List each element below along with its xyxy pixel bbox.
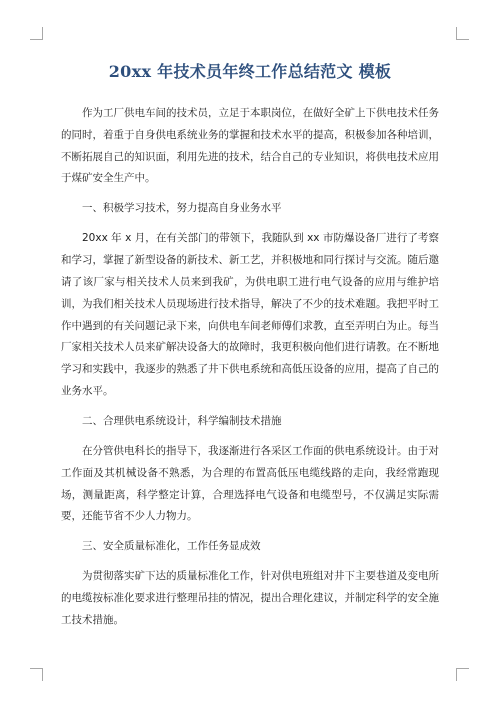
crop-mark-bottom-left — [30, 668, 43, 681]
crop-mark-bottom-right — [456, 668, 469, 681]
section-heading-2: 二、合理供电系统设计，科学编制技术措施 — [82, 414, 282, 427]
document-title: 20xx 年技术员年终工作总结范文 模板 — [108, 62, 392, 81]
section-1-paragraph: 20xx 年 x 月，在有关部门的带领下，我随队到 xx 市防爆设备厂进行了考察和学习，掌握了新型设备的新技术、新工艺，并积极地和同行探讨与交流。随后邀请了该厂家与相关技术人员来到我矿，为供电职工进行电气设备的应用与维护培训，为我们相关技术人员现场进行技术指导，解决了不少的技术难题。我把平时工作中遇到的有关问题记录下来，向供电车间老师傅们求教，直至弄明白为止。每当厂家相关技术人员来矿解决设备大的故障时，我更积极向他们进行请教。在不断地学习和实践中，我逐步的熟悉了井下供电系统和高低压设备的应用，提高了自己的业务水平。 — [61, 232, 439, 397]
intro-paragraph: 作为工厂供电车间的技术员，立足于本职岗位，在做好全矿上下供电技术任务的同时，着重于自身供电系统业务的掌握和技术水平的提高，积极参加各种培训，不断拓展自己的知识面，利用先进的技术，结合自己的专业知识，将供电技术应用于煤矿安全生产中。 — [61, 107, 439, 185]
section-3-paragraph: 为贯彻落实矿下达的质量标准化工作，针对供电班组对井下主要巷道及变电所的电缆按标准化要求进行整理吊挂的情况，提出合理化建议，并制定科学的安全施工技术措施。 — [61, 570, 439, 626]
section-heading-3: 三、安全质量标准化，工作任务显成效 — [82, 540, 261, 553]
section-heading-1: 一、积极学习技术，努力提高自身业务水平 — [82, 202, 282, 215]
crop-mark-top-left — [30, 27, 43, 40]
section-2-paragraph: 在分管供电科长的指导下，我逐渐进行各采区工作面的供电系统设计。由于对工作面及其机械设备不熟悉，为合理的布置高低压电缆线路的走向，我经常跑现场，测量距离，科学整定计算，合理选择电气设备和电缆型号，不仅满足实际需要，还能节省不少人力物力。 — [61, 444, 439, 523]
crop-mark-top-right — [456, 27, 469, 40]
document-body — [61, 103, 439, 640]
